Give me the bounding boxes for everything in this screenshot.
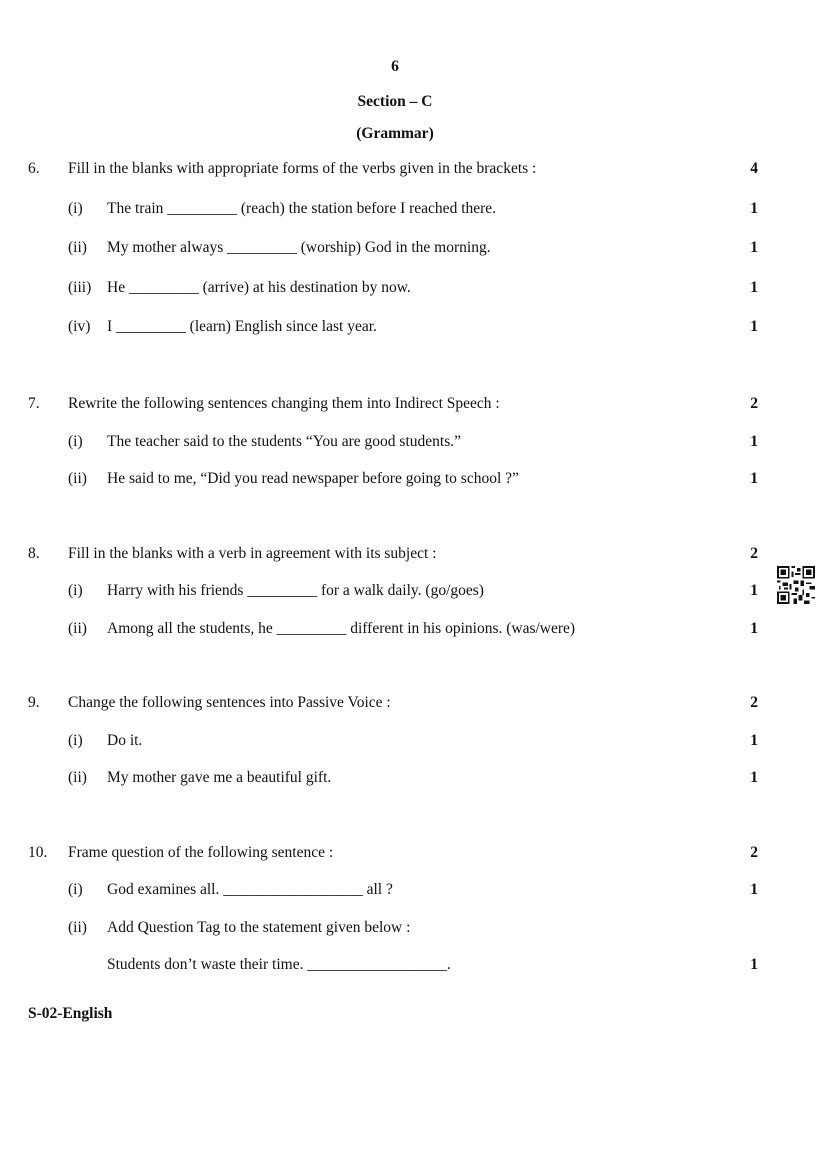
question-marks: 4 xyxy=(750,160,758,177)
sub-text: He _________ (arrive) at his destination by now. xyxy=(107,279,411,296)
sub-marks: 1 xyxy=(750,769,758,786)
sub-number: (iv) xyxy=(68,318,91,335)
question-text: Rewrite the following sentences changing them into Indirect Speech : xyxy=(68,395,500,412)
question-text: Fill in the blanks with appropriate forms of the verbs given in the brackets : xyxy=(68,160,537,177)
question-number: 10. xyxy=(28,844,48,861)
sub-marks: 1 xyxy=(750,318,758,335)
sub-text: Among all the students, he _________ different in his opinions. (was/were) xyxy=(107,620,576,637)
sub-marks: 1 xyxy=(750,200,758,217)
sub-number: (ii) xyxy=(68,470,87,487)
question-marks: 2 xyxy=(750,844,758,861)
question-text: Frame question of the following sentence : xyxy=(68,844,334,861)
page-number: 6 xyxy=(391,58,399,75)
sub-number: (i) xyxy=(68,200,83,217)
sub-text: I _________ (learn) English since last year. xyxy=(107,318,377,335)
question-marks: 2 xyxy=(750,545,758,562)
sub-number: (i) xyxy=(68,732,83,749)
sub-number: (ii) xyxy=(68,239,87,256)
sub-text: My mother always _________ (worship) God in the morning. xyxy=(107,239,491,256)
sub-text: Add Question Tag to the statement given below : xyxy=(107,919,411,936)
sub-text: The teacher said to the students “You are good students.” xyxy=(107,433,461,450)
question-number: 9. xyxy=(28,694,40,711)
sub-number: (i) xyxy=(68,433,83,450)
sub-text: God examines all. __________________ all ? xyxy=(107,881,393,898)
sub-continuation-text: Students don’t waste their time. __________________. xyxy=(107,956,451,973)
question-number: 8. xyxy=(28,545,40,562)
sub-continuation-marks: 1 xyxy=(750,956,758,973)
question-text: Fill in the blanks with a verb in agreement with its subject : xyxy=(68,545,437,562)
question-number: 7. xyxy=(28,395,40,412)
sub-marks: 1 xyxy=(750,433,758,450)
question-marks: 2 xyxy=(750,395,758,412)
sub-number: (i) xyxy=(68,582,83,599)
sub-text: Harry with his friends _________ for a walk daily. (go/goes) xyxy=(107,582,484,599)
sub-marks: 1 xyxy=(750,732,758,749)
sub-number: (ii) xyxy=(68,620,87,637)
sub-marks: 1 xyxy=(750,881,758,898)
sub-marks: 1 xyxy=(750,239,758,256)
sub-number: (ii) xyxy=(68,919,87,936)
question-text: Change the following sentences into Passive Voice : xyxy=(68,694,391,711)
sub-marks: 1 xyxy=(750,279,758,296)
footer-code: S-02-English xyxy=(28,1005,113,1022)
sub-text: Do it. xyxy=(107,732,143,749)
qr-code-icon xyxy=(777,566,815,604)
sub-number: (ii) xyxy=(68,769,87,786)
sub-number: (i) xyxy=(68,881,83,898)
question-number: 6. xyxy=(28,160,40,177)
sub-marks: 1 xyxy=(750,620,758,637)
section-title: Section – C xyxy=(357,93,433,110)
sub-text: He said to me, “Did you read newspaper before going to school ?” xyxy=(107,470,519,487)
section-subtitle: (Grammar) xyxy=(356,125,434,142)
sub-text: The train _________ (reach) the station before I reached there. xyxy=(107,200,497,217)
sub-number: (iii) xyxy=(68,279,92,296)
question-marks: 2 xyxy=(750,694,758,711)
sub-marks: 1 xyxy=(750,582,758,599)
sub-text: My mother gave me a beautiful gift. xyxy=(107,769,332,786)
sub-marks: 1 xyxy=(750,470,758,487)
